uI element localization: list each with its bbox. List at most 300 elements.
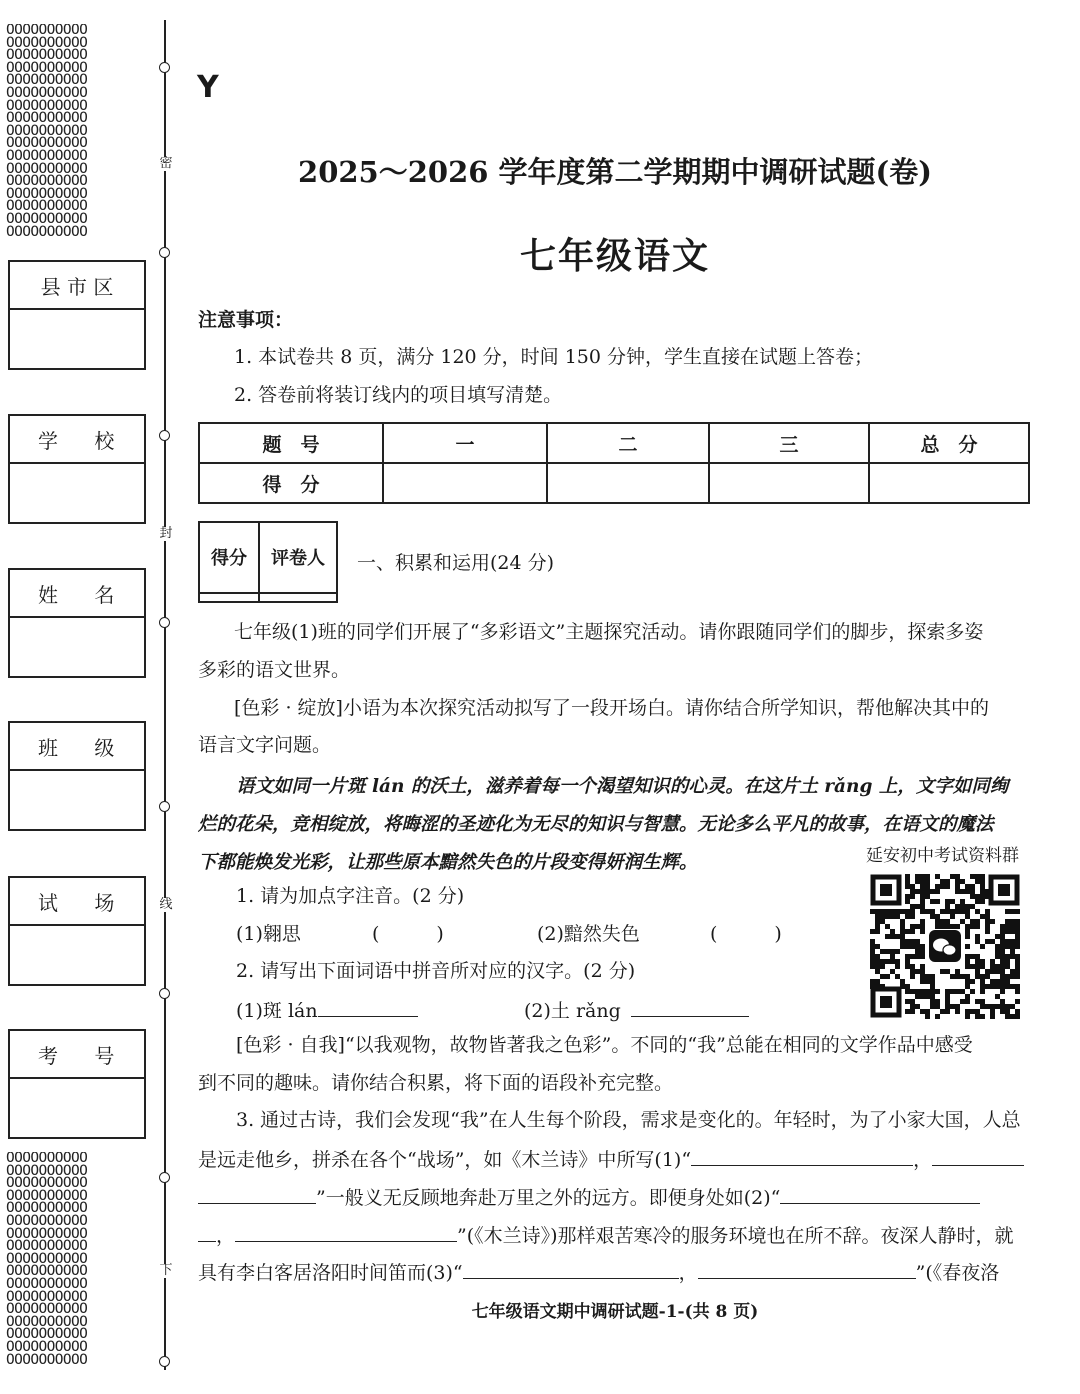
qr-module [945, 1004, 950, 1009]
qr-module [960, 904, 965, 909]
grader-score-cell[interactable] [199, 593, 259, 602]
qr-module [945, 879, 950, 884]
field-label-text: 考 号 [38, 1043, 115, 1068]
qr-module [870, 949, 875, 954]
qr-module [920, 884, 925, 889]
qr-module [925, 879, 930, 884]
qr-module [910, 964, 915, 969]
passage-line: 烂的花朵，竞相绽放，将晦涩的圣迹化为无尽的知识与智慧。无论多么平凡的故事，在语文的魔法 [198, 814, 994, 835]
qr-module [915, 994, 920, 999]
qr-module [905, 954, 910, 959]
field-exam-number[interactable] [8, 1029, 146, 1139]
qr-module [1015, 999, 1020, 1004]
qr-module [960, 909, 965, 914]
qr-module [945, 884, 950, 889]
qr-module [920, 909, 925, 914]
qr-module [890, 934, 895, 939]
qr-module [965, 884, 970, 889]
qr-module [900, 934, 905, 939]
qr-module [940, 909, 945, 914]
qr-module [905, 909, 910, 914]
score-row-label: 得 分 [199, 463, 383, 503]
qr-module [885, 934, 890, 939]
grader-name-cell[interactable] [259, 593, 337, 602]
qr-module [985, 914, 990, 919]
qr-module [1000, 984, 1005, 989]
field-label [10, 416, 144, 464]
qr-module [1005, 1014, 1010, 1019]
qr-module [935, 884, 940, 889]
qr-module [920, 954, 925, 959]
qr-module [1005, 924, 1010, 929]
qr-module [995, 949, 1000, 954]
q3-blank[interactable] [198, 1223, 216, 1242]
qr-module [910, 939, 915, 944]
qr-module [925, 909, 930, 914]
qr-module [935, 999, 940, 1004]
qr-module [870, 929, 875, 934]
qr-module [1005, 959, 1010, 964]
qr-module [960, 999, 965, 1004]
qr-module [970, 874, 975, 879]
qr-module [935, 989, 940, 994]
binding-ring [159, 430, 170, 441]
qr-module [955, 969, 960, 974]
qr-module [915, 879, 920, 884]
qr-module [890, 969, 895, 974]
qr-module [900, 939, 905, 944]
paper-version-tag: Y [197, 70, 219, 105]
qr-module [875, 914, 880, 919]
qr-module [980, 884, 985, 889]
question-2: 2. 请写出下面词语中拼音所对应的汉字。(2 分) [236, 960, 636, 982]
qr-module [875, 919, 880, 924]
qr-caption: 延安初中考试资料群 [866, 846, 1019, 866]
qr-module [930, 899, 935, 904]
qr-module [1015, 984, 1020, 989]
qr-module [1010, 949, 1015, 954]
qr-module [980, 879, 985, 884]
qr-module [1010, 954, 1015, 959]
qr-module [870, 959, 875, 964]
qr-module [930, 974, 935, 979]
qr-module [990, 1014, 995, 1019]
binding-line [164, 20, 166, 1370]
qr-module [930, 979, 935, 984]
qr-module [950, 909, 955, 914]
qr-module [970, 894, 975, 899]
qr-module [980, 899, 985, 904]
task-line: 到不同的趣味。请你结合积累，将下面的语段补充完整。 [198, 1072, 674, 1094]
qr-module [910, 969, 915, 974]
qr-module [965, 924, 970, 929]
qr-module [910, 999, 915, 1004]
q3-text: ”(《木兰诗》)那样艰苦寒冷的服务环境也在所不辞。夜深人静时，就 [457, 1225, 1014, 1247]
qr-module [955, 879, 960, 884]
q1-item-2: (2)黯然失色 [537, 923, 640, 945]
qr-module [1015, 969, 1020, 974]
qr-module [965, 889, 970, 894]
qr-module [955, 974, 960, 979]
task-line: 语言文字问题。 [198, 734, 332, 756]
qr-module [925, 894, 930, 899]
qr-module [870, 909, 875, 914]
qr-module [910, 989, 915, 994]
qr-module [980, 984, 985, 989]
qr-module [975, 959, 980, 964]
question-1: 1. 请为加点字注音。(2 分) [236, 885, 465, 907]
qr-module [975, 919, 980, 924]
qr-module [905, 874, 910, 879]
qr-module [980, 974, 985, 979]
qr-module [920, 874, 925, 879]
qr-module [960, 899, 965, 904]
qr-module [940, 924, 945, 929]
qr-module [940, 969, 945, 974]
q3-blank[interactable] [463, 1260, 679, 1279]
qr-module [975, 954, 980, 959]
qr-module [895, 964, 900, 969]
qr-module [950, 989, 955, 994]
qr-module [910, 884, 915, 889]
qr-module [955, 889, 960, 894]
binding-ring [159, 988, 170, 999]
q2-answer-2[interactable] [631, 998, 749, 1017]
field-exam-room[interactable] [8, 876, 146, 986]
qr-module [985, 1004, 990, 1009]
qr-module [1015, 939, 1020, 944]
qr-module [975, 969, 980, 974]
qr-module [1005, 939, 1010, 944]
field-class[interactable] [8, 721, 146, 831]
qr-module [885, 909, 890, 914]
intro-line: 七年级(1)班的同学们开展了“多彩语文”主题探究活动。请你跟随同学们的脚步，探索多姿 [234, 621, 984, 643]
q2-item-1 [236, 998, 418, 1022]
qr-module [920, 949, 925, 954]
qr-module [985, 929, 990, 934]
qr-module [885, 959, 890, 964]
qr-module [990, 979, 995, 984]
qr-module [990, 964, 995, 969]
qr-module [950, 914, 955, 919]
qr-module [920, 979, 925, 984]
qr-module [930, 989, 935, 994]
qr-module [1005, 984, 1010, 989]
qr-module [1015, 989, 1020, 994]
qr-module [910, 974, 915, 979]
qr-module [965, 999, 970, 1004]
q2-item-2-text: (2)土 rǎng [524, 1000, 621, 1022]
qr-module [895, 949, 900, 954]
qr-module [965, 934, 970, 939]
qr-module [970, 989, 975, 994]
qr-module [955, 1009, 960, 1014]
passage-line: 语文如同一片斑 lán 的沃土，滋养着每一个渴望知识的心灵。在这片土 rǎng 上，文字如同绚 [236, 776, 1009, 797]
qr-module [975, 879, 980, 884]
qr-module [1000, 929, 1005, 934]
qr-module [905, 899, 910, 904]
qr-module [1015, 944, 1020, 949]
score-cell[interactable] [709, 463, 869, 503]
qr-module [1010, 929, 1015, 934]
qr-module [1015, 974, 1020, 979]
qr-module [945, 1009, 950, 1014]
q3-blank[interactable] [932, 1147, 1024, 1166]
qr-module [1005, 919, 1010, 924]
grader-table [198, 521, 338, 603]
score-cell[interactable] [547, 463, 709, 503]
qr-module [1005, 909, 1010, 914]
qr-module [975, 899, 980, 904]
qr-module [920, 969, 925, 974]
qr-module [990, 959, 995, 964]
qr-module [900, 944, 905, 949]
qr-module [1005, 929, 1010, 934]
qr-module [1015, 919, 1020, 924]
qr-module [960, 879, 965, 884]
qr-module [960, 919, 965, 924]
qr-module [945, 994, 950, 999]
qr-module [980, 959, 985, 964]
qr-module [975, 939, 980, 944]
qr-module [875, 924, 880, 929]
q3-blank[interactable] [691, 1147, 913, 1166]
seal-char: 密 [159, 156, 173, 171]
qr-module [965, 904, 970, 909]
qr-module [1000, 969, 1005, 974]
q1-answer-1[interactable]: ( ) [372, 923, 444, 945]
qr-module [980, 999, 985, 1004]
q3-blank[interactable] [235, 1223, 457, 1242]
qr-module [980, 964, 985, 969]
qr-module [925, 979, 930, 984]
score-table-header: 二 [547, 423, 709, 463]
qr-module [880, 919, 885, 924]
q2-item-1-text: (1)斑 lán [236, 1000, 318, 1022]
qr-module [970, 919, 975, 924]
qr-module [885, 924, 890, 929]
qr-module [995, 984, 1000, 989]
qr-module [970, 954, 975, 959]
qr-module [910, 914, 915, 919]
field-label [10, 723, 144, 771]
qr-module [930, 984, 935, 989]
qr-module [965, 974, 970, 979]
qr-module [905, 984, 910, 989]
qr-module [970, 889, 975, 894]
qr-module [985, 924, 990, 929]
qr-module [880, 964, 885, 969]
qr-module [985, 909, 990, 914]
qr-module [920, 989, 925, 994]
qr-module [870, 954, 875, 959]
qr-module [915, 889, 920, 894]
qr-module [1015, 954, 1020, 959]
q3-blank[interactable] [780, 1185, 980, 1204]
qr-module [950, 1004, 955, 1009]
qr-module [1010, 909, 1015, 914]
qr-module [995, 969, 1000, 974]
qr-module [910, 909, 915, 914]
qr-module [875, 909, 880, 914]
qr-module [1000, 939, 1005, 944]
qr-module [940, 879, 945, 884]
score-table [198, 422, 1030, 504]
qr-module [995, 964, 1000, 969]
score-table-header: 题 号 [199, 423, 383, 463]
qr-module [910, 929, 915, 934]
qr-module [970, 964, 975, 969]
qr-module [915, 874, 920, 879]
qr-module [905, 894, 910, 899]
qr-module [955, 904, 960, 909]
qr-module [880, 914, 885, 919]
binding-ring [159, 617, 170, 628]
passage-line: 下都能焕发光彩，让那些原本黯然失色的片段变得妍润生辉。 [198, 852, 698, 873]
q1-answer-2[interactable]: ( ) [710, 923, 782, 945]
qr-module [910, 1009, 915, 1014]
task-line: [色彩 · 绽放]小语为本次探究活动拟写了一段开场白。请你结合所学知识，帮他解决其中的 [234, 697, 989, 719]
qr-module [950, 974, 955, 979]
qr-module [925, 874, 930, 879]
qr-module [995, 994, 1000, 999]
qr-module [960, 989, 965, 994]
qr-module [920, 879, 925, 884]
qr-module [870, 944, 875, 949]
qr-module [950, 899, 955, 904]
qr-module [960, 974, 965, 979]
qr-module [875, 954, 880, 959]
qr-module [975, 934, 980, 939]
q3-blank[interactable] [198, 1185, 316, 1204]
qr-module [875, 959, 880, 964]
qr-module [905, 989, 910, 994]
qr-module [945, 919, 950, 924]
qr-module [915, 989, 920, 994]
qr-module [905, 944, 910, 949]
q3-blank[interactable] [698, 1260, 916, 1279]
qr-module [1010, 969, 1015, 974]
field-label: 县 市 区 [10, 262, 144, 310]
qr-module [1010, 939, 1015, 944]
qr-module [880, 949, 885, 954]
qr-module [900, 924, 905, 929]
notice-heading: 注意事项： [198, 309, 294, 331]
qr-module [890, 914, 895, 919]
qr-module [875, 964, 880, 969]
qr-module [965, 1009, 970, 1014]
qr-module [985, 939, 990, 944]
score-cell[interactable] [869, 463, 1029, 503]
q3-text: 具有李白客居洛阳时间笛而(3)“ [198, 1262, 463, 1284]
qr-module [985, 969, 990, 974]
q3-text: 是远走他乡，拼杀在各个“战场”，如《木兰诗》中所写(1)“ [198, 1149, 692, 1171]
qr-module [955, 924, 960, 929]
qr-module [965, 959, 970, 964]
qr-module [915, 939, 920, 944]
qr-module [985, 919, 990, 924]
qr-module [920, 899, 925, 904]
qr-module [965, 979, 970, 984]
field-name[interactable] [8, 568, 146, 678]
field-label [10, 570, 144, 618]
qr-module [935, 924, 940, 929]
qr-module [875, 979, 880, 984]
score-table-header: 总 分 [869, 423, 1029, 463]
qr-module [1010, 974, 1015, 979]
qr-module [985, 984, 990, 989]
qr-module [920, 1009, 925, 1014]
qr-module [905, 929, 910, 934]
qr-module [905, 959, 910, 964]
q3-line: 是远走他乡，拼杀在各个“战场”，如《木兰诗》中所写(1)“ ， [198, 1147, 1024, 1171]
qr-module [940, 1009, 945, 1014]
qr-module [945, 989, 950, 994]
qr-module [985, 974, 990, 979]
binding-dots-bottom: OOOOOOOOOO OOOOOOOOOO OOOOOOOOOO OOOOOOOOOO OOOOOOOOOO OOOOOOOOOO OOOOOOOOOO OOOOOOOOOO OOOOOOOOOO OOOOOOOOOO OOOOOOOOOO OOOOOOOOOO OOOOOOOOOO OOOOOOOOOO OOOOOOOOOO OOOOOOOOOO OOOOOOOOOO [6, 1152, 88, 1368]
qr-module [955, 874, 960, 879]
qr-module [1010, 1014, 1015, 1019]
qr-module [960, 889, 965, 894]
qr-module [965, 964, 970, 969]
qr-module [980, 874, 985, 879]
qr-module [885, 949, 890, 954]
qr-module [955, 989, 960, 994]
qr-module [920, 974, 925, 979]
field-label [10, 1031, 144, 1079]
qr-module [925, 989, 930, 994]
q3-line [198, 1185, 980, 1209]
qr-module [965, 909, 970, 914]
qr-module [885, 914, 890, 919]
qr-module [1000, 979, 1005, 984]
qr-module [1000, 934, 1005, 939]
qr-module [895, 914, 900, 919]
qr-module [920, 924, 925, 929]
qr-module [945, 909, 950, 914]
qr-module [970, 979, 975, 984]
intro-line: 多彩的语文世界。 [198, 659, 351, 681]
qr-module [975, 1014, 980, 1019]
qr-module [880, 974, 885, 979]
q2-answer-1[interactable] [318, 998, 418, 1017]
qr-module [1000, 944, 1005, 949]
qr-module [920, 919, 925, 924]
notice-item: 1. 本试卷共 8 页，满分 120 分，时间 150 分钟，学生直接在试题上答卷； [234, 346, 874, 368]
field-county[interactable] [8, 260, 146, 370]
qr-module [940, 884, 945, 889]
qr-module [1015, 909, 1020, 914]
field-label-text: 班 级 [38, 735, 115, 760]
qr-module [1000, 949, 1005, 954]
qr-module [1015, 929, 1020, 934]
qr-module [930, 999, 935, 1004]
page-footer: 七年级语文期中调研试题-1-(共 8 页) [471, 1302, 759, 1322]
qr-module [900, 929, 905, 934]
qr-module [1000, 964, 1005, 969]
binding-ring [159, 1172, 170, 1183]
qr-module [1010, 984, 1015, 989]
qr-module [1000, 989, 1005, 994]
binding-ring [159, 801, 170, 812]
qr-module [955, 884, 960, 889]
qr-module [965, 994, 970, 999]
field-school[interactable] [8, 414, 146, 524]
score-cell[interactable] [383, 463, 547, 503]
qr-module [930, 1004, 935, 1009]
qr-module [1015, 964, 1020, 969]
qr-module [910, 1004, 915, 1009]
